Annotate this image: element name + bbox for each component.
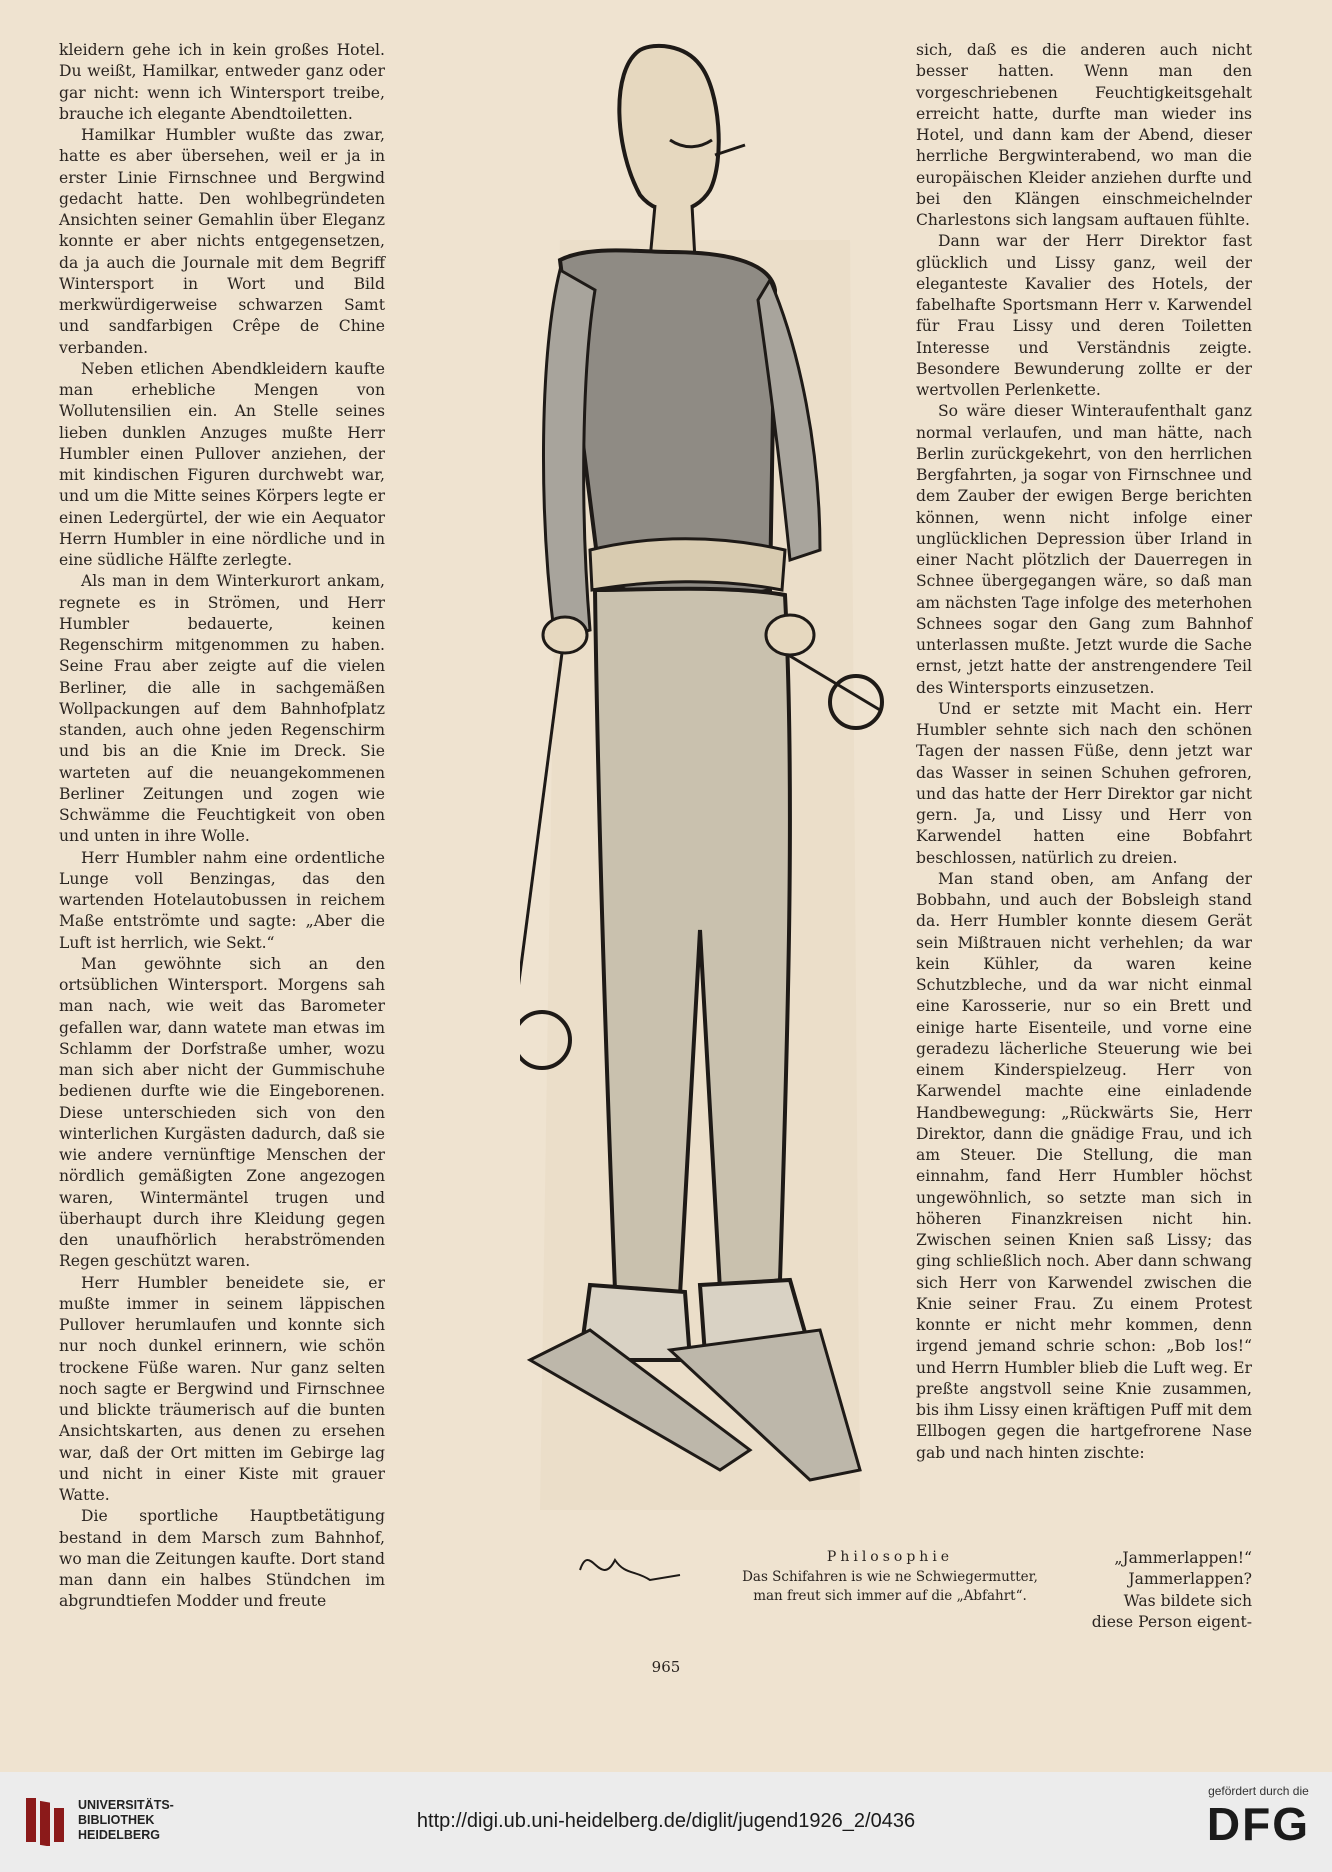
illustration-caption — [740, 1548, 1040, 1607]
paragraph: Und er setzte mit Macht ein. Herr Humbler sehnte sich nach den schönen Tagen der nassen Füße, denn jetzt war das Wasser in seinen Schuhen gefroren, und das hatte der Herr Direktor gar nicht gern. Ja, und Lissy und Herr von Karwendel hatten eine Bobfahrt beschlossen, natürlich zu dreien. — [916, 699, 1252, 867]
paragraph: sich, daß es die anderen auch nicht besser hatten. Wenn man den vorgeschriebenen Feuchtigkeitsgehalt erreicht hatte, durfte man wieder ins Hotel, und dann kam der Abend, dieser herrliche Bergwinterabend, wo man die europäischen Kleider anziehen durfte und bei den Klängen einschmeichelnder Charlestons sich langsam auftauen fühlte. — [916, 41, 1252, 229]
skier-illustration — [520, 30, 900, 1620]
paragraph: kleidern gehe ich in kein großes Hotel. Du weißt, Hamilkar, entweder ganz oder gar nicht: wenn ich Wintersport treibe, brauche ich elegante Abendtoiletten. — [59, 41, 385, 123]
skier-drawing — [520, 30, 900, 1620]
paragraph: Die sportliche Hauptbetätigung bestand in dem Marsch zum Bahnhof, wo man die Zeitungen kaufte. Dort stand man dann ein halbes Stündchen im abgrundtiefen Modder und freute — [59, 1507, 385, 1611]
paragraph: Herr Humbler beneidete sie, er mußte immer in seinem läppischen Pullover herumlaufen und konnte sich nur noch dunkel erinnern, wie schön trockene Füße waren. Nur ganz selten noch sagte er Bergwind und Firnschnee und blickte träumerisch auf die bunten Ansichtskarten, aus denen zu ersehen war, daß der Ort mitten im Gebirge lag und nicht in einer Kiste mit grauer Watte. — [59, 1273, 385, 1504]
funder-label: gefördert durch die — [1208, 1784, 1309, 1798]
paragraph: Herr Humbler nahm eine ordentliche Lunge voll Benzingas, das den wartenden Hotelautobussen in reichem Maße entströmte und sagte: „Aber die Luft ist herrlich, wie Sekt.“ — [59, 848, 385, 952]
text-line: „Jammerlappen!“ — [1114, 1549, 1252, 1567]
paragraph: Man stand oben, am Anfang der Bobbahn, und auch der Bobsleigh stand da. Herr Humbler konnte diesem Gerät sein Mißtrauen nicht verhehlen; da war kein Kühler, da waren keine Schutzbleche, und da war nicht einmal eine Karosserie, nur so ein Brett und einige harte Eisenteile, und vorne eine geradezu lächerliche Steuerung wie bei einem Kinderspielzeug. Herr von Karwendel machte eine einladende Handbewegung: „Rückwärts Sie, Herr Direktor, dann die gnädige Frau, und ich am Steuer. Die Stellung, die man einnahm, fand Herr Humbler höchst ungewöhnlich, so setzte man sich in höheren Finanzkreisen nicht hin. Zwischen seinen Knien saß Lissy; das ging schließlich noch. Aber dann schwang sich Herr von Karwendel zwischen die Knie seiner Frau. Zu einem Protest konnte er nicht mehr kommen, denn irgend jemand schrie schon: „Bob los!“ und Herrn Humbler blieb die Luft weg. Er preßte angstvoll seine Knie zusammen, bis ihm Lissy einen kräftigen Puff mit dem Ellbogen gegen die hartgefrorene Nase gab und nach hinten zischte: — [916, 869, 1252, 1462]
text-column-right-tail — [1070, 1548, 1252, 1633]
paragraph: Dann war der Herr Direktor fast glücklich und Lissy ganz, weil der eleganteste Kavalier des Hotels, der fabelhafte Sportsmann Herr v. Karwendel für Frau Lissy und deren Toiletten Interesse und Verständnis zeigte. Besondere Bewunderung zollte er der wertvollen Perlenkette. — [916, 232, 1252, 399]
paragraph: Man gewöhnte sich an den ortsüblichen Wintersport. Morgens sah man nach, wie weit das Barometer gefallen war, dann watete man etwas im Schlamm der Dorfstraße umher, wozu man sich aber nicht der Gummischuhe bedienen durfte wie die Eingeborenen. Diese unterschieden sich von den winterlichen Kurgästen dadurch, daß sie wie andere vernünftige Menschen der nördlich gemäßigten Zone angezogen waren, Wintermäntel trugen und überhaupt durch ihre Kleidung gegen den unaufhörlich herabströmenden Regen geschützt waren. — [59, 954, 385, 1271]
funder-logo[interactable] — [1207, 1784, 1310, 1850]
viewer-footer — [0, 1772, 1332, 1872]
paragraph: So wäre dieser Winteraufenthalt ganz normal verlaufen, und man hätte, nach Berlin zurückgekehrt, von den herrlichen Bergfahrten, ja sogar von Firnschnee und dem Zauber der ewigen Berge berichten können, wenn nicht infolge einer unglücklichen Depression über Irland in einer Nacht plötzlich der Dauerregen in Schnee übergegangen wäre, so daß man am nächsten Tage infolge des meterhohen Schnees sogar den Gang zum Bahnhof unterlassen mußte. Jetzt wurde die Sache ernst, jetzt hatte der anstrengendere Teil des Wintersports einzusetzen. — [916, 402, 1252, 697]
text-line: diese Person eigent- — [1091, 1612, 1252, 1631]
text-column-left — [59, 40, 385, 1613]
paragraph: Hamilkar Humbler wußte das zwar, hatte es aber übersehen, weil er ja in erster Linie Firnschnee und Bergwind gedacht hatte. Den wohlbegründeten Ansichten seiner Gemahlin über Eleganz konnte er aber nichts entgegensetzen, da ja auch die Journale mit dem Begriff Wintersport in Wort und Bild merkwürdigerweise schwarzen Samt und sandfarbigen Crêpe de Chine verbanden. — [59, 126, 385, 357]
page-number: 965 — [651, 1658, 681, 1676]
caption-text: Das Schifahren is wie ne Schwiegermutter, man freut sich immer auf die „Abfahrt“. — [742, 1568, 1038, 1604]
university-name: UNIVERSITÄTS- BIBLIOTHEK HEIDELBERG — [78, 1797, 174, 1842]
text-line: Jammerlappen? — [1128, 1570, 1252, 1589]
permalink-url[interactable]: http://digi.ub.uni-heidelberg.de/diglit/jugend1926_2/0436 — [416, 1810, 916, 1832]
funder-name: DFG — [1206, 1798, 1310, 1850]
caption-title: Philosophie — [826, 1549, 954, 1565]
text-line: Was bildete sich — [1123, 1591, 1252, 1610]
text-column-right — [916, 40, 1252, 1464]
paragraph: Als man in dem Winterkurort ankam, regnete es in Strömen, und Herr Humbler bedauerte, keinen Regenschirm mitgenommen zu haben. Seine Frau aber zeigte auf die vielen Berliner, die alle in sachgemäßen Wollpackungen auf dem Bahnhofplatz standen, auch ohne jeden Regenschirm und bis an die Knie im Dreck. Sie warteten auf die neuangekommenen Berliner Zeitungen und zogen wie Schwämme die Feuchtigkeit von oben und unten in ihre Wolle. — [59, 572, 385, 846]
paragraph: Neben etlichen Abendkleidern kaufte man erhebliche Mengen von Wollutensilien ein. An Stelle seines lieben dunklen Anzuges mußte Herr Humbler einen Pullover anziehen, der mit kindischen Figuren durchwebt war, und um die Mitte seines Körpers legte er einen Ledergürtel, der wie ein Aequator Herrn Humbler in eine nördliche und in eine südliche Hälfte zerlegte. — [59, 359, 385, 569]
